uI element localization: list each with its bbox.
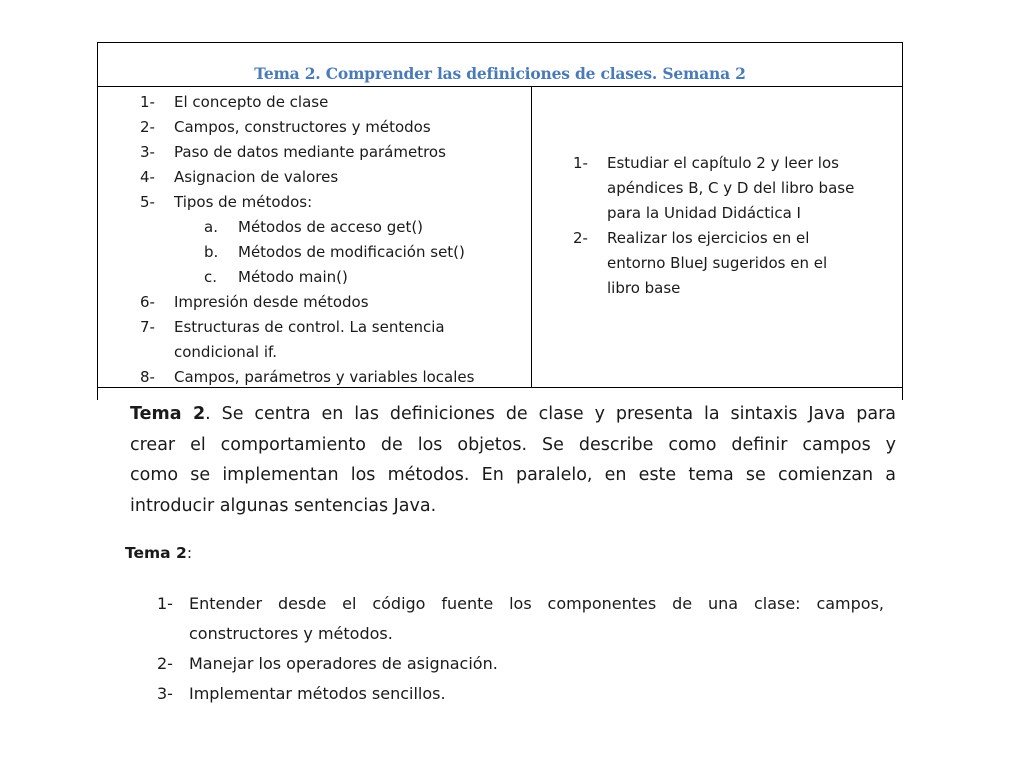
objectives-heading: Tema 2: xyxy=(125,544,193,562)
sub-list-item: b. Métodos de modificación set() xyxy=(204,243,465,261)
list-item: 3- Implementar métodos sencillos. xyxy=(157,684,446,703)
list-item: 4- Asignacion de valores xyxy=(140,168,339,186)
paragraph-line: introducir algunas sentencias Java. xyxy=(130,495,437,516)
paragraph-line: Tema 2. Se centra en las definiciones de clase y presenta la sintaxis Java para xyxy=(130,404,896,424)
list-item: 1- Entender desde el código fuente los componentes de una clase: campos, xyxy=(157,594,884,613)
list-item: 1- El concepto de clase xyxy=(140,93,329,111)
list-item: 2- Campos, constructores y métodos xyxy=(140,118,431,136)
list-item-continuation: para la Unidad Didáctica I xyxy=(607,204,801,222)
list-item: 3- Paso de datos mediante parámetros xyxy=(140,143,446,161)
paragraph-line: como se implementan los métodos. En paralelo, en este tema se comienzan a xyxy=(130,465,896,485)
list-item-continuation: constructores y métodos. xyxy=(189,624,393,643)
table-title: Tema 2. Comprender las definiciones de clases. Semana 2 xyxy=(254,64,746,83)
list-item-continuation: condicional if. xyxy=(174,343,277,361)
list-item: 2- Realizar los ejercicios en el xyxy=(573,229,810,247)
objectives-list xyxy=(157,589,887,709)
list-item: 7- Estructuras de control. La sentencia xyxy=(140,318,445,336)
list-item-continuation: entorno BlueJ sugeridos en el xyxy=(607,254,828,272)
list-item: 5- Tipos de métodos: xyxy=(140,193,313,211)
contents-list xyxy=(140,90,474,390)
tasks-list xyxy=(573,151,854,301)
list-item-continuation: apéndices B, C y D del libro base xyxy=(607,179,855,197)
list-item: 8- Campos, parámetros y variables locales xyxy=(140,368,475,386)
sub-list-item: a. Métodos de acceso get() xyxy=(204,218,424,236)
table-header-row xyxy=(98,43,902,87)
list-item: 6- Impresión desde métodos xyxy=(140,293,369,311)
paragraph-line: crear el comportamiento de los objetos. Se describe como definir campos y xyxy=(130,434,896,455)
list-item: 2- Manejar los operadores de asignación. xyxy=(157,654,498,673)
syllabus-table xyxy=(97,42,903,400)
list-item-continuation: libro base xyxy=(607,279,681,297)
column-divider xyxy=(531,87,532,388)
description-paragraph xyxy=(130,399,896,521)
paragraph-lead: Tema 2 xyxy=(130,404,206,424)
list-item: 1- Estudiar el capítulo 2 y leer los xyxy=(573,154,839,172)
sub-list-item: c. Método main() xyxy=(204,268,348,286)
